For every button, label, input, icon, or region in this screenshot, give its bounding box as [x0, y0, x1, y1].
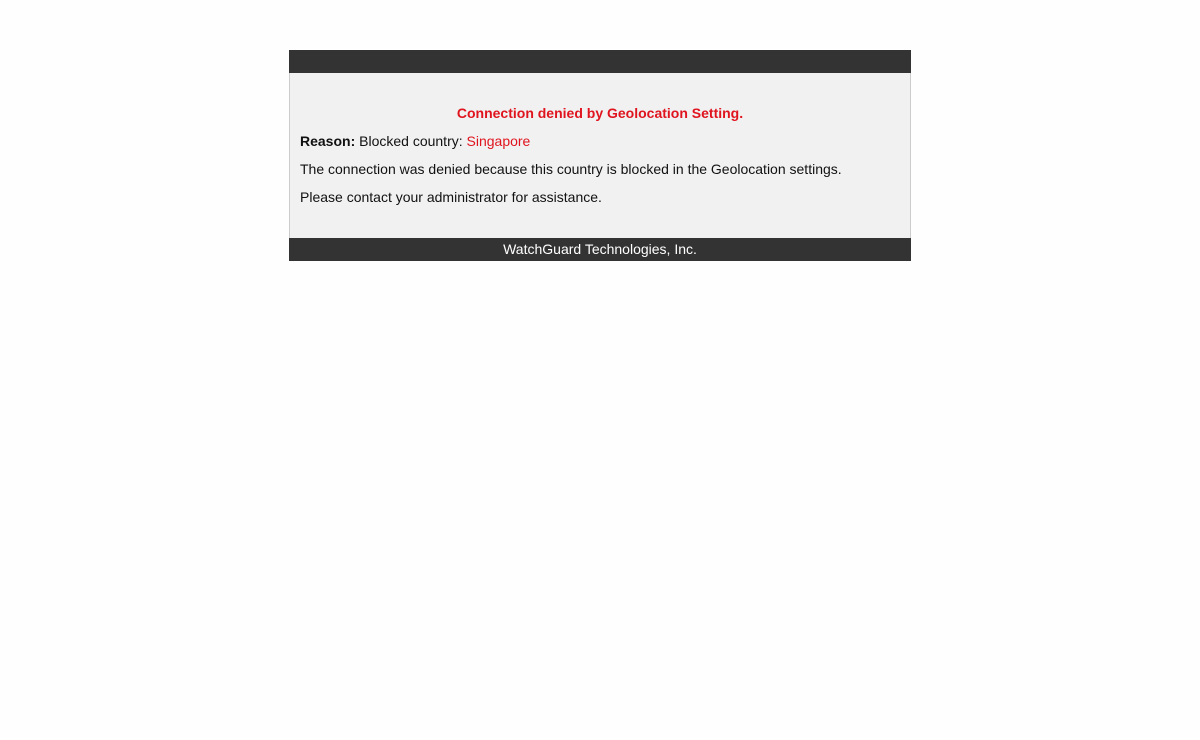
message-content [289, 73, 911, 238]
contact-message: Please contact your administrator for assistance. [300, 189, 602, 205]
header-bar [289, 50, 911, 73]
footer-company: WatchGuard Technologies, Inc. [503, 241, 697, 257]
footer-bar [289, 238, 911, 261]
reason-line [300, 133, 530, 150]
denied-headline: Connection denied by Geolocation Setting. [456, 105, 744, 121]
reason-label: Reason: [300, 133, 356, 149]
blocked-country: Singapore [466, 133, 531, 149]
reason-text: Blocked country: [355, 133, 467, 149]
denial-message: The connection was denied because this country is blocked in the Geolocation settings. [300, 161, 842, 177]
block-page-panel [289, 50, 911, 261]
